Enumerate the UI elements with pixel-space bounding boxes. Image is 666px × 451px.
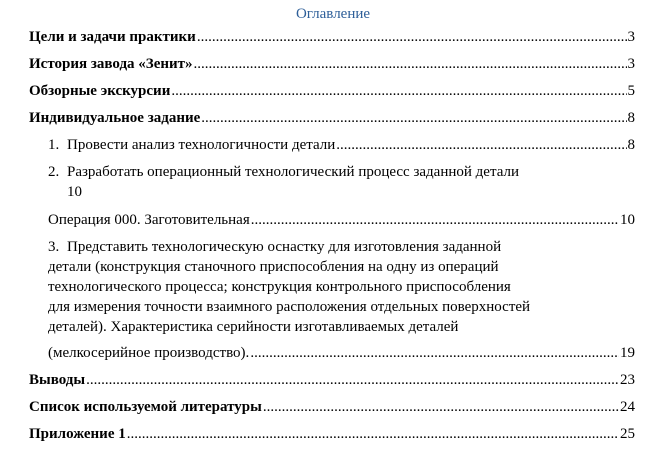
toc-page-number: 10 — [67, 184, 82, 200]
toc-page-number: 8 — [627, 137, 635, 153]
toc-entry-label: Обзорные экскурсии — [29, 83, 171, 99]
toc-entry-goals[interactable] — [29, 27, 635, 47]
toc-entry-label: Цели и задачи практики — [29, 29, 196, 45]
toc-entry-label: Операция 000. Заготовительная — [48, 212, 250, 228]
toc-page-number: 3 — [627, 56, 635, 72]
toc-page-number: 3 — [627, 29, 635, 45]
dot-leader — [250, 343, 619, 363]
toc-entry-references[interactable] — [29, 397, 635, 417]
dot-leader — [263, 397, 619, 417]
toc-subentry-3-line-2: детали (конструкция станочного приспособления на одну из операций — [48, 259, 499, 275]
toc-page-number: 24 — [620, 399, 635, 415]
list-number: 2. — [48, 164, 60, 180]
toc-subentry-3-line-4: для измерения точности взаимного расположения отдельных поверхностей — [48, 299, 531, 315]
toc-page-number: 19 — [620, 345, 635, 361]
dot-leader — [251, 210, 619, 230]
toc-entry-history[interactable] — [29, 54, 635, 74]
list-number: 3. — [48, 239, 60, 255]
toc-subentry-3-line-6[interactable] — [48, 343, 635, 363]
dot-leader — [127, 424, 619, 444]
toc-subentry-2[interactable] — [48, 162, 635, 182]
toc-entry-label: Индивидуальное задание — [29, 110, 201, 126]
toc-subentry-3-line-5: деталей). Характеристика серийности изготавливаемых деталей — [48, 319, 459, 335]
toc-page-number: 23 — [620, 372, 635, 388]
toc-entry-conclusions[interactable] — [29, 370, 635, 390]
list-number: 1. — [48, 137, 60, 153]
dot-leader — [194, 54, 627, 74]
toc-entry-appendix-1[interactable] — [29, 424, 635, 444]
dot-leader — [336, 135, 626, 155]
toc-entry-excursions[interactable] — [29, 81, 635, 101]
toc-entry-individual-task[interactable] — [29, 108, 635, 128]
toc-entry-label: Выводы — [29, 372, 86, 388]
dot-leader — [86, 370, 619, 390]
toc-page-number: 10 — [620, 212, 635, 228]
dot-leader — [171, 81, 626, 101]
toc-title: Оглавление — [295, 6, 371, 22]
toc-page-number: 8 — [627, 110, 635, 126]
toc-page-number: 5 — [627, 83, 635, 99]
toc-entry-label: (мелкосерийное производство). — [48, 345, 250, 361]
toc-subentry-3-line-3: технологического процесса; конструкция контрольного приспособления — [48, 279, 511, 295]
toc-subentry-1[interactable] — [48, 135, 635, 155]
toc-entry-label: История завода «Зенит» — [29, 56, 193, 72]
toc-entry-label: Приложение 1 — [29, 426, 126, 442]
toc-entry-label: Представить технологическую оснастку для изготовления заданной — [67, 239, 502, 255]
toc-subentry-3-line-1[interactable] — [48, 237, 501, 257]
dot-leader — [197, 27, 627, 47]
toc-page-number: 25 — [620, 426, 635, 442]
toc-entry-label: Список используемой литературы — [29, 399, 262, 415]
toc-entry-label: Провести анализ технологичности детали — [67, 137, 336, 153]
toc-entry-operation-000[interactable] — [48, 210, 635, 230]
toc-entry-label: Разработать операционный технологический процесс заданной детали — [67, 164, 519, 180]
dot-leader — [201, 108, 626, 128]
